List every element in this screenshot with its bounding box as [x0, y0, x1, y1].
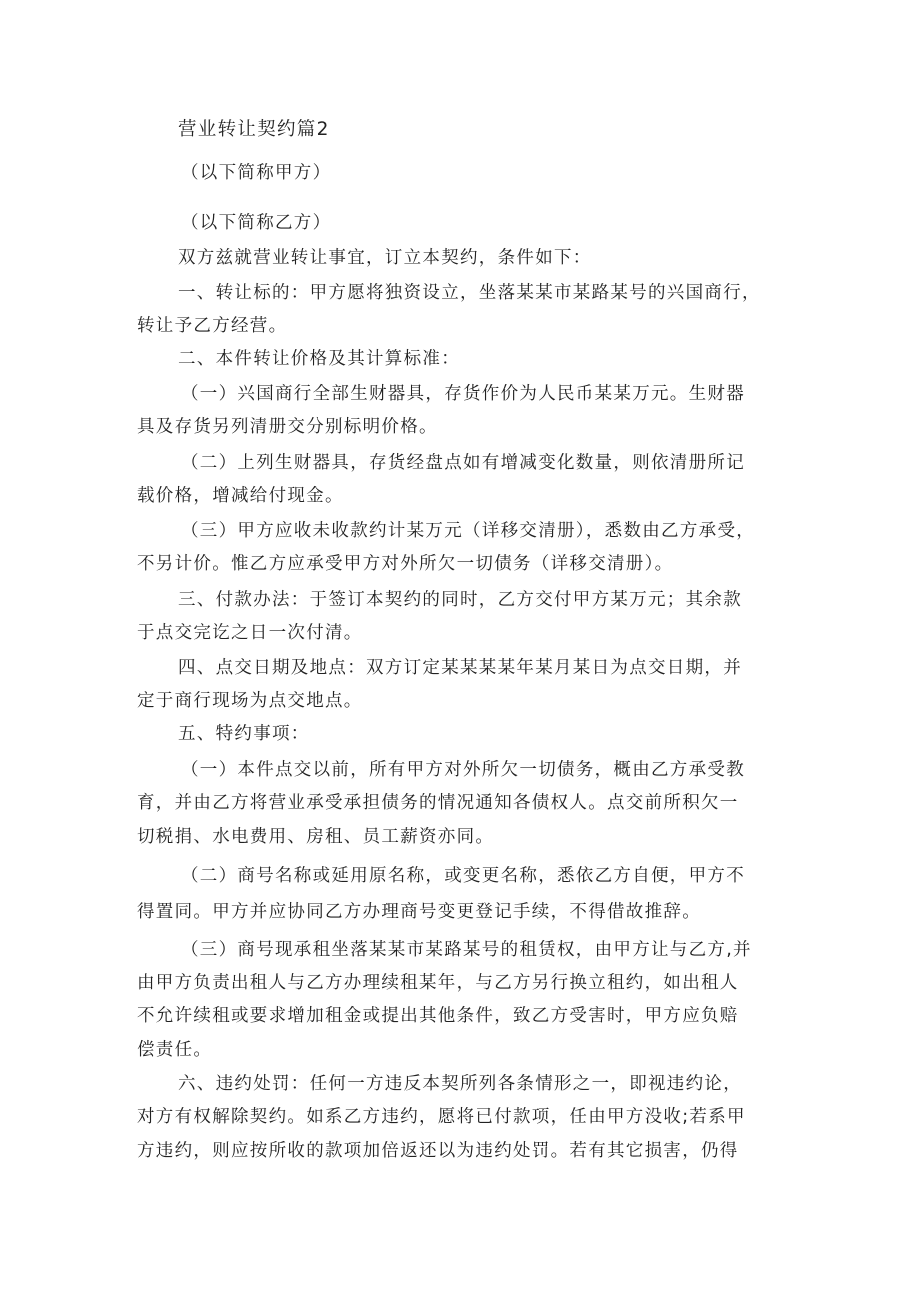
- paragraph-line: 由甲方负责出租人与乙方办理续租某年，与乙方另行换立租约，如出租人: [137, 973, 739, 993]
- paragraph-line: 二、本件转让价格及其计算标准：: [178, 349, 460, 369]
- paragraph-line: 双方兹就营业转让事宜，订立本契约，条件如下：: [178, 248, 592, 268]
- paragraph-line: 方违约，则应按所收的款项加倍返还以为违约处罚。若有其它损害，仍得: [137, 1141, 739, 1161]
- paragraph-line: （三）甲方应收未收款约计某万元（详移交清册），悉数由乙方承受，: [181, 521, 756, 541]
- paragraph-line: 三、付款办法：于签订本契约的同时，乙方交付甲方某万元；其余款: [178, 590, 742, 610]
- paragraph-line: 不另计价。惟乙方应承受甲方对外所欠一切债务（详移交清册）。: [137, 554, 674, 574]
- paragraph-line: （一）本件点交以前，所有甲方对外所欠一切债务，概由乙方承受教: [181, 760, 745, 780]
- paragraph-line: 偿责任。: [137, 1040, 213, 1060]
- party-b-line: （以下简称乙方）: [181, 213, 332, 233]
- paragraph-line: 四、点交日期及地点：双方订定某某某某年某月某日为点交日期，并: [178, 658, 742, 678]
- paragraph-line: 对方有权解除契约。如系乙方违约，愿将已付款项，任由甲方没收;若系甲: [137, 1107, 746, 1127]
- paragraph-line: （二）商号名称或延用原名称，或变更名称，悉依乙方自便，甲方不: [181, 866, 745, 886]
- paragraph-line: 转让予乙方经营。: [137, 316, 288, 336]
- paragraph-line: （二）上列生财器具，存货经盘点如有增减变化数量，则依清册所记: [181, 453, 745, 473]
- paragraph-line: 于点交完讫之日一次付清。: [137, 623, 363, 643]
- paragraph-line: 具及存货另列清册交分别标明价格。: [137, 417, 438, 437]
- paragraph-line: （三）商号现承租坐落某某市某路某号的租赁权，由甲方让与乙方,并: [181, 940, 752, 960]
- document-title: 营业转让契约篇2: [178, 119, 330, 140]
- paragraph-line: 五、特约事项：: [178, 724, 310, 744]
- paragraph-line: 定于商行现场为点交地点。: [137, 691, 363, 711]
- paragraph-line: 六、违约处罚：任何一方违反本契所列各条情形之一，即视违约论，: [178, 1074, 742, 1094]
- paragraph-line: 载价格，增减给付现金。: [137, 486, 344, 506]
- paragraph-line: 切税捐、水电费用、房租、员工薪资亦同。: [137, 827, 495, 847]
- paragraph-line: 得置同。甲方并应协同乙方办理商号变更登记手续，不得借故推辞。: [137, 902, 701, 922]
- party-a-line: （以下简称甲方）: [181, 163, 332, 183]
- paragraph-line: 不允许续租或要求增加租金或提出其他条件，致乙方受害时，甲方应负赔: [137, 1006, 739, 1026]
- paragraph-line: 一、转让标的：甲方愿将独资设立，坐落某某市某路某号的兴国商行，: [178, 283, 761, 303]
- paragraph-line: （一）兴国商行全部生财器具，存货作价为人民币某某万元。生财器: [181, 384, 745, 404]
- paragraph-line: 育，并由乙方将营业承受承担债务的情况通知各债权人。点交前所积欠一: [137, 793, 739, 813]
